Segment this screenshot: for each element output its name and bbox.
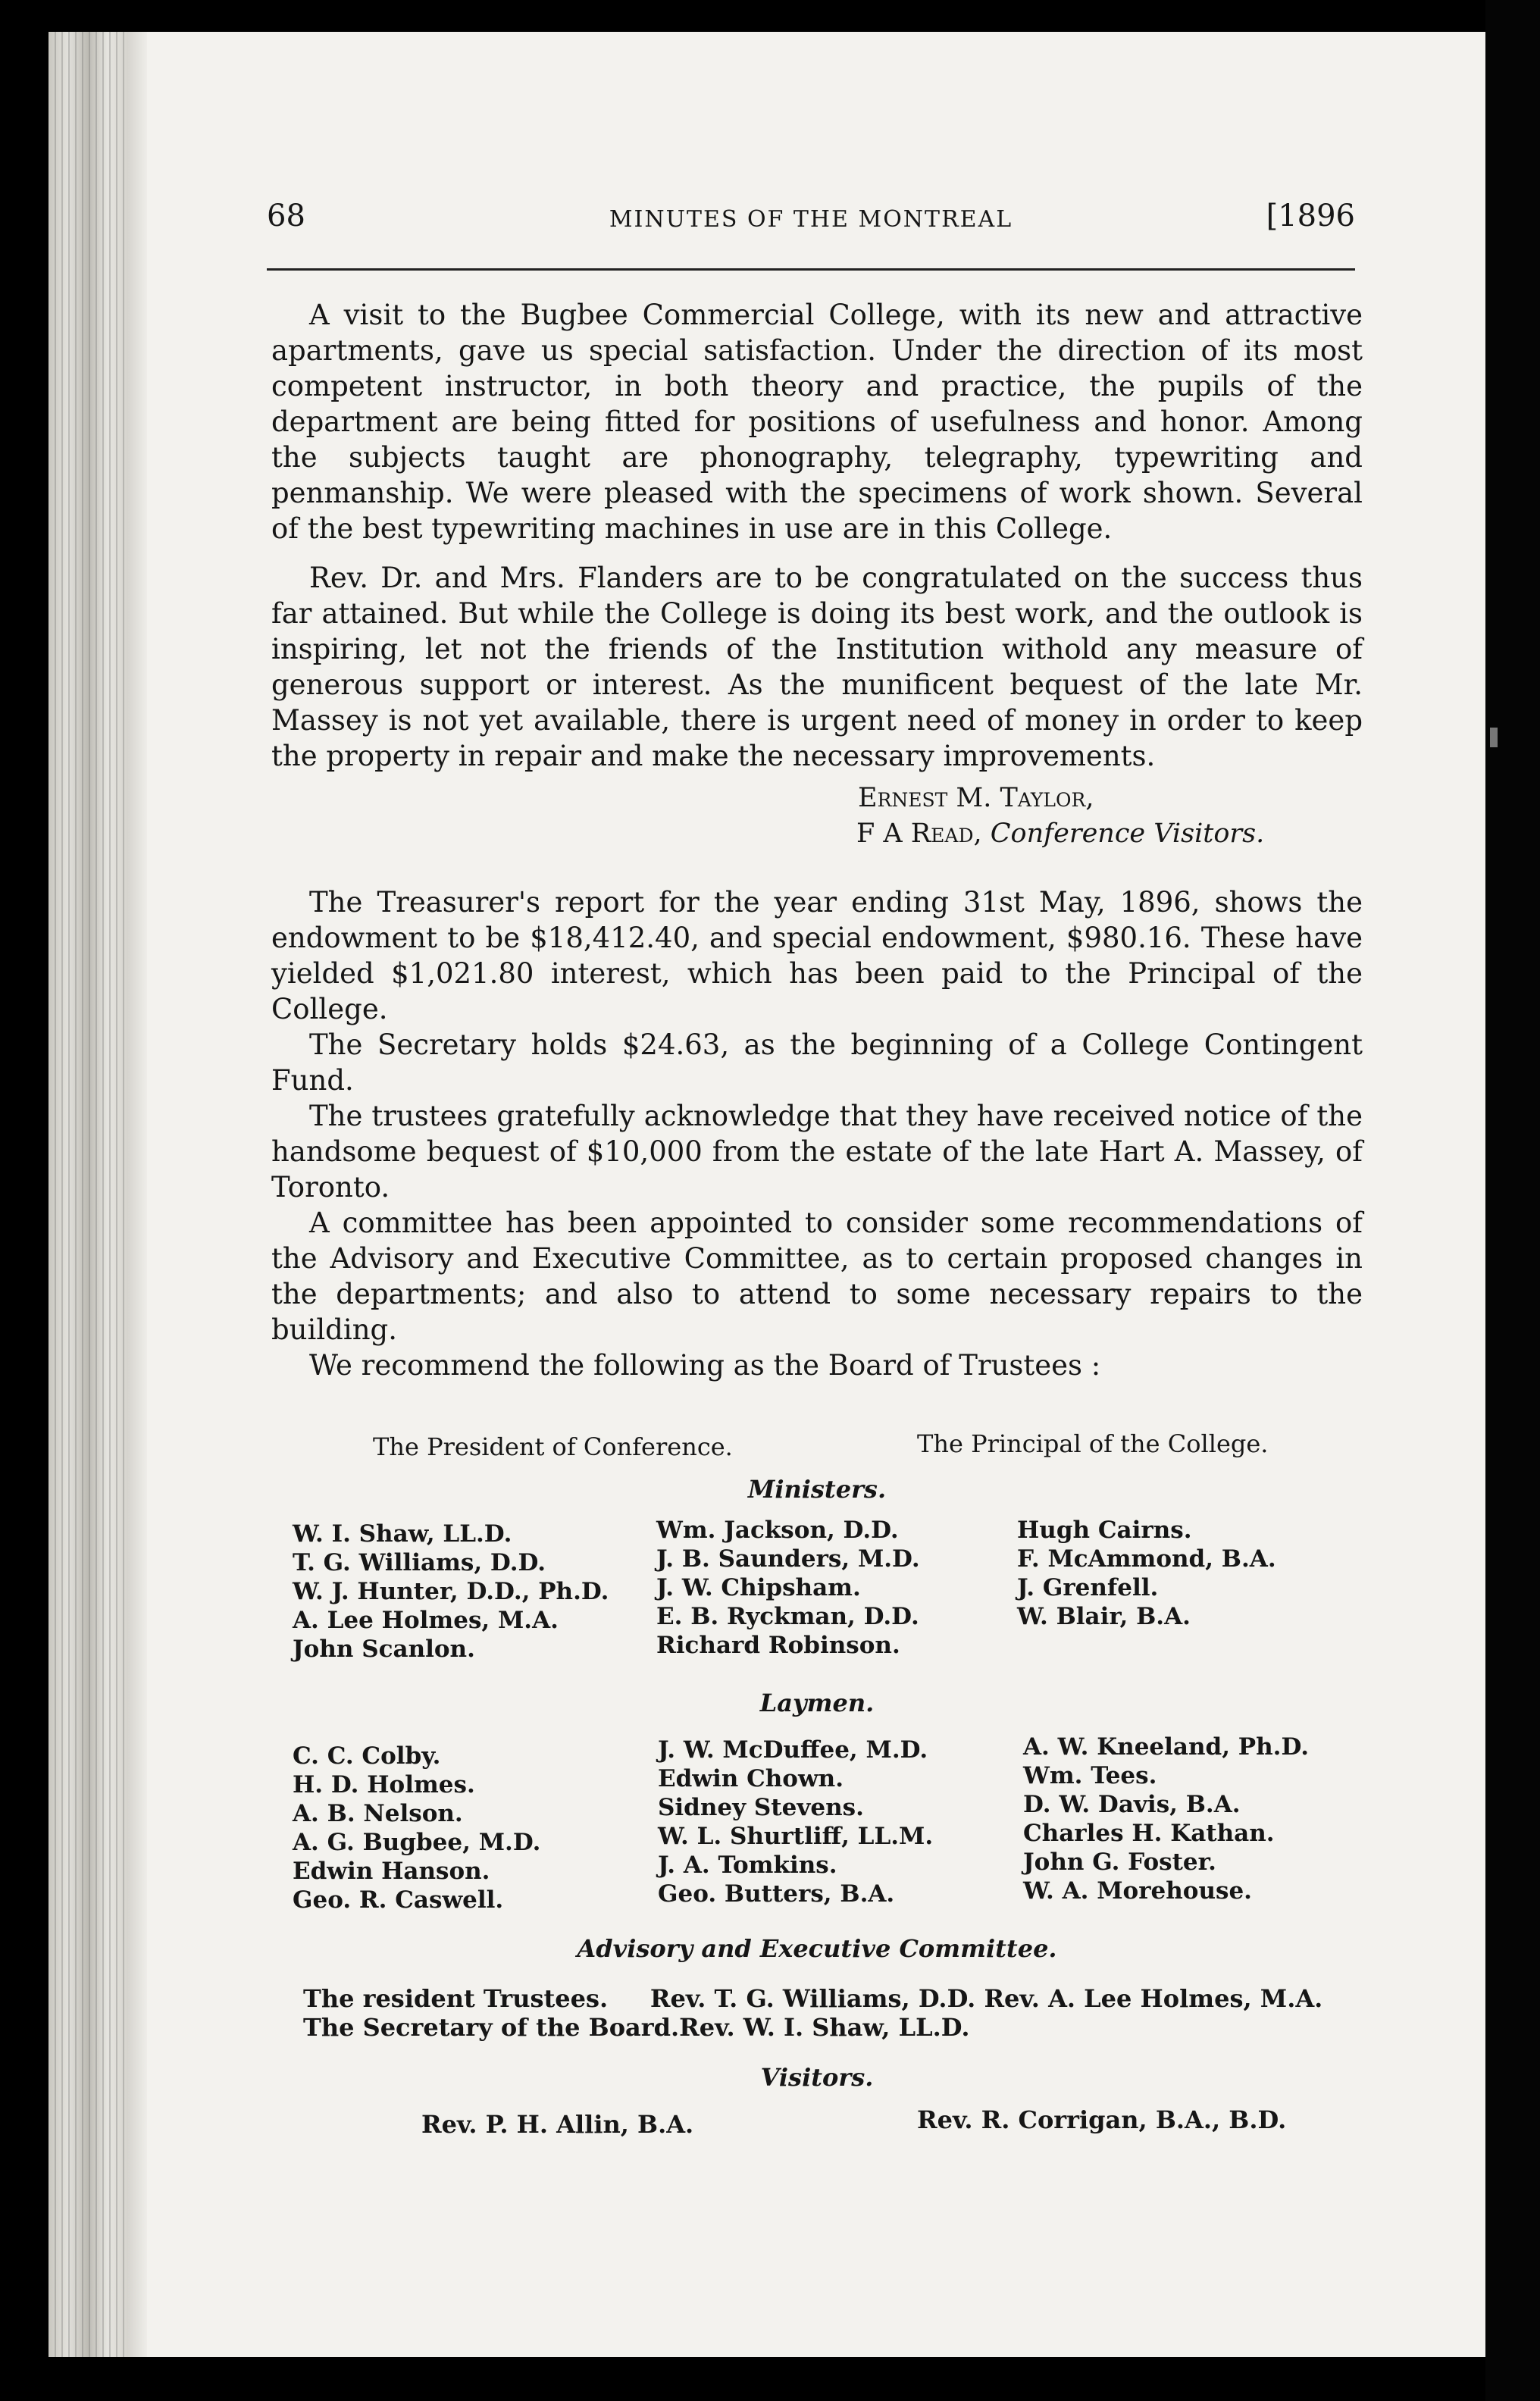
list-item: F. McAmmond, B.A. [1017,1545,1276,1573]
list-item: J. W. Chipsham. [656,1574,861,1601]
list-item: Geo. R. Caswell. [293,1886,504,1914]
ministers-col-2 [656,1516,920,1660]
list-item: A. B. Nelson. [293,1800,463,1827]
list-item: E. B. Ryckman, D.D. [656,1603,919,1630]
paragraph-secretary: The Secretary holds $24.63, as the beginning of a College Contingent Fund. [271,1028,1363,1097]
scan-border [1485,0,1540,2401]
list-item: C. C. Colby. [293,1742,441,1770]
visitors-heading: Visitors. [760,2063,874,2092]
list-item: Richard Robinson. [656,1632,900,1659]
scan-notch [1490,728,1498,747]
list-item: H. D. Holmes. [293,1771,475,1798]
signature-role: Conference Visitors. [990,819,1265,849]
list-item: A. G. Bugbee, M.D. [293,1829,541,1856]
list-item: T. G. Williams, D.D. [293,1549,546,1576]
list-item: W. A. Morehouse. [1023,1877,1252,1905]
list-item: Wm. Tees. [1023,1762,1157,1789]
header-rule [267,268,1355,271]
advisory-row-2: The Secretary of the Board.Rev. W. I. Shaw, LL.D. [303,2013,970,2042]
paragraph-treasurer: The Treasurer's report for the year ending 31st May, 1896, shows the endowment to be $18,412.40, and special endowment, $980.16. These have yielded $1,021.80 interest, which has been paid to the Principal of the College. [271,886,1363,1025]
ministers-col-1 [293,1520,609,1664]
board-principal: The Principal of the College. [917,1429,1269,1458]
list-item: J. B. Saunders, M.D. [656,1545,920,1573]
running-header [267,199,1355,236]
list-item: A. W. Kneeland, Ph.D. [1023,1733,1310,1761]
list-item: Edwin Hanson. [293,1858,490,1885]
list-item: John G. Foster. [1023,1848,1216,1876]
page-number: 68 [267,199,305,233]
advisory-heading: Advisory and Executive Committee. [577,1934,1057,1963]
laymen-heading: Laymen. [759,1689,875,1717]
advisory-row-1: The resident Trustees. Rev. T. G. Williams, D.D. Rev. A. Lee Holmes, M.A. [303,1984,1323,2013]
list-item: W. I. Shaw, LL.D. [293,1520,512,1548]
list-item: Geo. Butters, B.A. [658,1880,895,1908]
paragraph-recommend: We recommend the following as the Board of Trustees : [309,1349,1101,1382]
running-title: MINUTES OF THE MONTREAL [609,206,1013,233]
list-item: J. W. McDuffee, M.D. [658,1736,928,1764]
paragraph-flanders: Rev. Dr. and Mrs. Flanders are to be congratulated on the success thus far attained. But while the College is doing its best work, and the outlook is inspiring, let not the friends of the Institution withold any measure of generous support or interest. As the munificent bequest of the late Mr. Massey is not yet available, there is urgent need of money in order to keep the property in repair and make the necessary improvements. [271,562,1363,772]
ministers-heading: Ministers. [747,1475,887,1504]
visitor-allin: Rev. P. H. Allin, B.A. [421,2110,694,2139]
list-item: Edwin Chown. [658,1765,844,1792]
laymen-col-1 [293,1742,540,1914]
list-item: W. J. Hunter, D.D., Ph.D. [293,1578,609,1605]
list-item: Wm. Jackson, D.D. [656,1517,899,1544]
laymen-col-2 [658,1736,933,1908]
list-item: Hugh Cairns. [1017,1517,1192,1544]
ministers-col-3 [1017,1516,1276,1631]
list-item: J. Grenfell. [1017,1574,1159,1601]
paragraph-committee: A committee has been appointed to consider some recommendations of the Advisory and Executive Committee, as to certain proposed changes in the departments; and also to attend to some necessary repairs to the building. [271,1207,1363,1346]
list-item: W. Blair, B.A. [1017,1603,1191,1630]
page-edge-lines [55,32,127,2357]
list-item: John Scanlon. [293,1636,475,1663]
list-item: Charles H. Kathan. [1023,1820,1275,1847]
board-president: The President of Conference. [373,1432,733,1461]
list-item: D. W. Davis, B.A. [1023,1791,1241,1818]
signature-name-1: Ernest M. Taylor, [858,783,1094,813]
paragraph-bequest: The trustees gratefully acknowledge that they have received notice of the handsome bequest of $10,000 from the estate of the late Hart A. Massey, of Toronto. [271,1100,1363,1204]
header-year: [1896 [1266,199,1355,233]
list-item: Sidney Stevens. [658,1794,864,1821]
paragraph-bugbee-college: A visit to the Bugbee Commercial College, with its new and attractive apartments, gave us special satisfaction. Under the direction of its most competent instructor, in both theory and practice, the pupils of the department are being fitted for positions of usefulness and honor. Among the subjects taught are phonography, telegraphy, typewriting and penmanship. We were pleased with the specimens of work shown. Several of the best typewriting machines in use are in this College. [271,299,1363,545]
list-item: W. L. Shurtliff, LL.M. [658,1823,934,1850]
visitor-corrigan: Rev. R. Corrigan, B.A., B.D. [917,2105,1287,2134]
signature-name-2: F A Read, Conference Visitors. [856,819,1265,849]
list-item: A. Lee Holmes, M.A. [293,1607,559,1634]
list-item: J. A. Tomkins. [658,1852,837,1879]
laymen-col-3 [1023,1733,1309,1905]
